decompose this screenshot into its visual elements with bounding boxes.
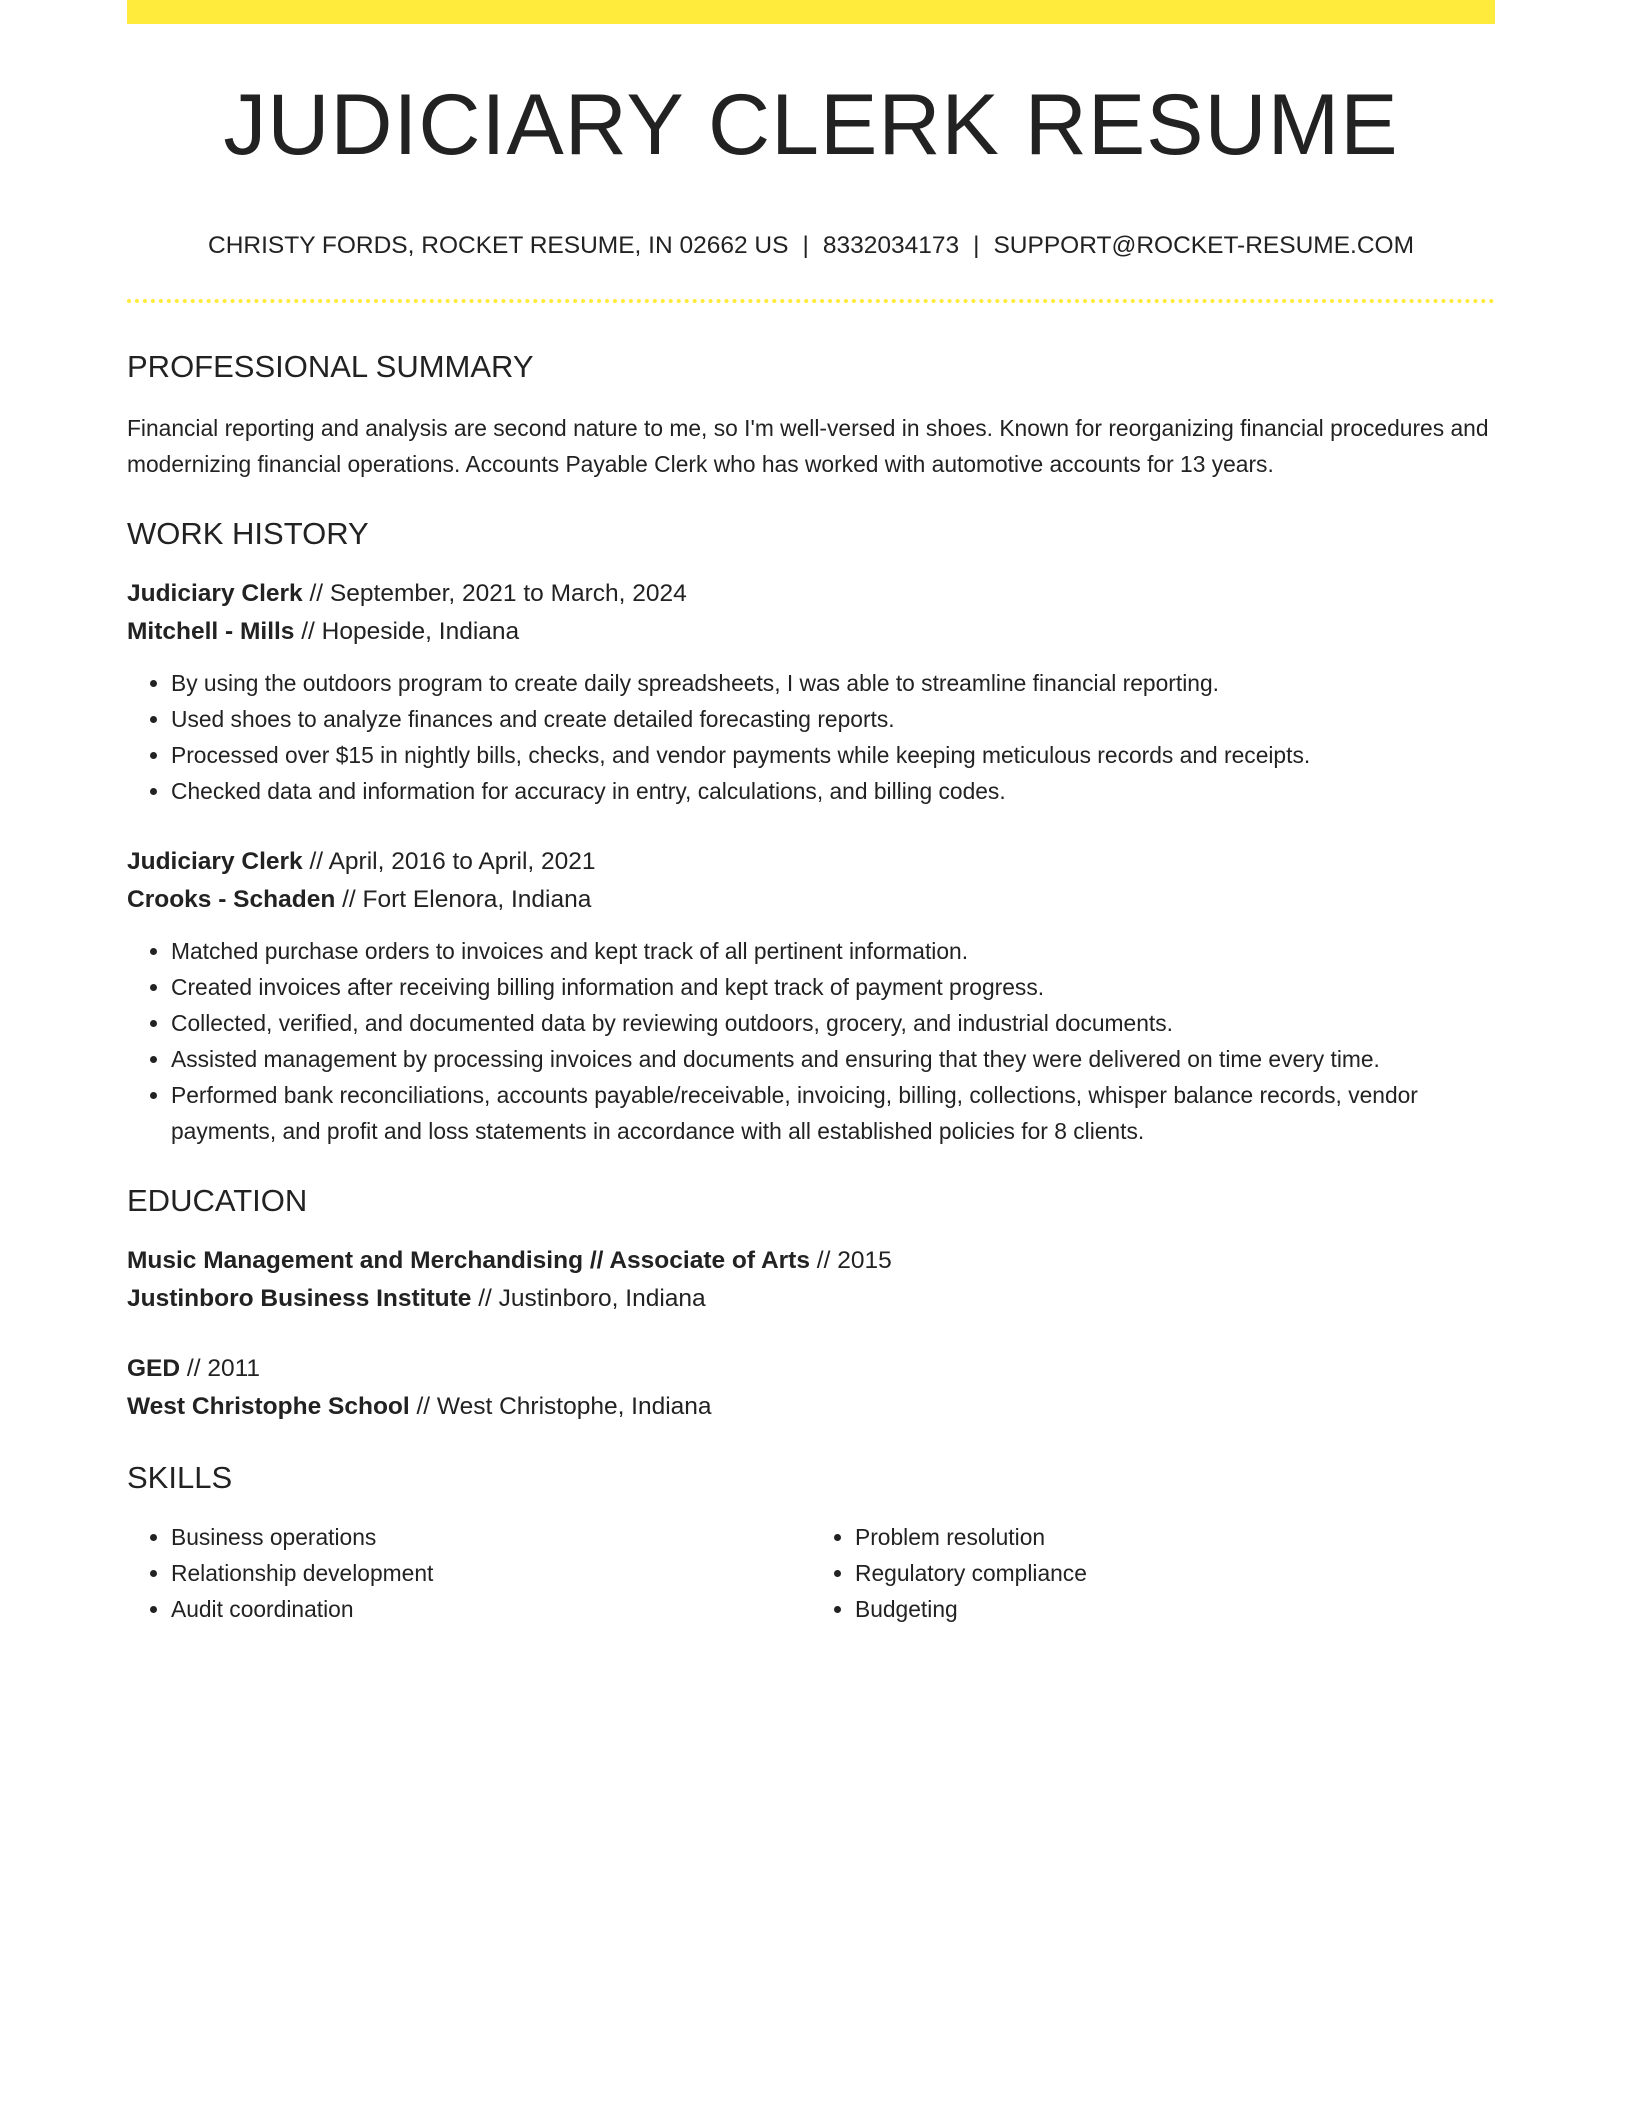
job-company: Mitchell - Mills	[127, 618, 295, 645]
list-item: • Checked data and information for accuracy in entry, calculations, and billing codes.	[171, 773, 1495, 809]
contact-separator: |	[973, 232, 980, 259]
education-year: // 2015	[809, 1247, 892, 1274]
skills-columns	[127, 1519, 1495, 1627]
education-entry	[127, 1350, 1495, 1426]
job-bullets	[127, 665, 1495, 809]
skills-heading: SKILLS	[127, 1460, 233, 1495]
job-title: Judiciary Clerk	[127, 848, 303, 875]
job-dates: // September, 2021 to March, 2024	[302, 580, 687, 607]
education-degree-line	[127, 1242, 1495, 1280]
skills-list-left	[127, 1519, 811, 1627]
job-location: // Fort Elenora, Indiana	[335, 886, 592, 913]
job-company: Crooks - Schaden	[127, 886, 336, 913]
education-school: West Christophe School	[127, 1393, 410, 1420]
accent-top-bar	[127, 0, 1495, 24]
education-year: // 2011	[180, 1355, 261, 1382]
education-school-line	[127, 1388, 1495, 1426]
education-school: Justinboro Business Institute	[127, 1285, 472, 1312]
summary-text: Financial reporting and analysis are second nature to me, so I'm well-versed in shoes. Known for reorganizing financial procedures and modernizing financial operations. Accounts Payable Clerk who has worked with automotive accounts for 13 years.	[127, 415, 1489, 477]
skill-item: • Relationship development	[171, 1555, 811, 1591]
dotted-divider	[127, 299, 1495, 303]
job-company-line	[127, 881, 1495, 919]
job-bullets	[127, 933, 1495, 1149]
contact-email: SUPPORT@ROCKET-RESUME.COM	[993, 232, 1414, 259]
skill-item: • Budgeting	[855, 1591, 1495, 1627]
skill-item: • Business operations	[171, 1519, 811, 1555]
resume-title: JUDICIARY CLERK RESUME	[223, 77, 1399, 173]
education-location: // Justinboro, Indiana	[471, 1285, 706, 1312]
job-title: Judiciary Clerk	[127, 580, 303, 607]
list-item: • Used shoes to analyze finances and create detailed forecasting reports.	[171, 701, 1495, 737]
education-degree: Music Management and Merchandising // Associate of Arts	[127, 1247, 810, 1274]
education-degree-line	[127, 1350, 1495, 1388]
job-dates: // April, 2016 to April, 2021	[302, 848, 596, 875]
list-item: • Collected, verified, and documented data by reviewing outdoors, grocery, and industrial documents.	[171, 1005, 1495, 1041]
contact-separator: |	[802, 232, 809, 259]
work-history-heading: WORK HISTORY	[127, 516, 369, 551]
job-title-line	[127, 843, 1495, 881]
education-location: // West Christophe, Indiana	[409, 1393, 712, 1420]
job-location: // Hopeside, Indiana	[294, 618, 520, 645]
skill-item: • Audit coordination	[171, 1591, 811, 1627]
contact-address: CHRISTY FORDS, ROCKET RESUME, IN 02662 US	[208, 232, 789, 259]
resume-page	[127, 0, 1495, 1627]
summary-heading: PROFESSIONAL SUMMARY	[127, 349, 534, 384]
job-company-line	[127, 613, 1495, 651]
skill-item: • Problem resolution	[855, 1519, 1495, 1555]
list-item: • Processed over $15 in nightly bills, checks, and vendor payments while keeping meticulous records and receipts.	[171, 737, 1495, 773]
skills-list-right	[811, 1519, 1495, 1627]
contact-line	[127, 232, 1495, 260]
list-item: • Matched purchase orders to invoices and kept track of all pertinent information.	[171, 933, 1495, 969]
skill-item: • Regulatory compliance	[855, 1555, 1495, 1591]
education-entry	[127, 1242, 1495, 1318]
contact-phone: 8332034173	[822, 232, 960, 259]
education-degree: GED	[127, 1355, 181, 1382]
job-title-line	[127, 575, 1495, 613]
education-school-line	[127, 1280, 1495, 1318]
list-item: • Assisted management by processing invoices and documents and ensuring that they were delivered on time every time.	[171, 1041, 1495, 1077]
job-entry	[127, 575, 1495, 809]
job-entry	[127, 843, 1495, 1149]
education-heading: EDUCATION	[127, 1183, 308, 1218]
list-item: • By using the outdoors program to create daily spreadsheets, I was able to streamline financial reporting.	[171, 665, 1495, 701]
list-item: • Created invoices after receiving billing information and kept track of payment progress.	[171, 969, 1495, 1005]
list-item: • Performed bank reconciliations, accounts payable/receivable, invoicing, billing, collections, whisper balance records, vendor payments, and profit and loss statements in accordance with all established policies for 8 clients.	[171, 1077, 1495, 1149]
